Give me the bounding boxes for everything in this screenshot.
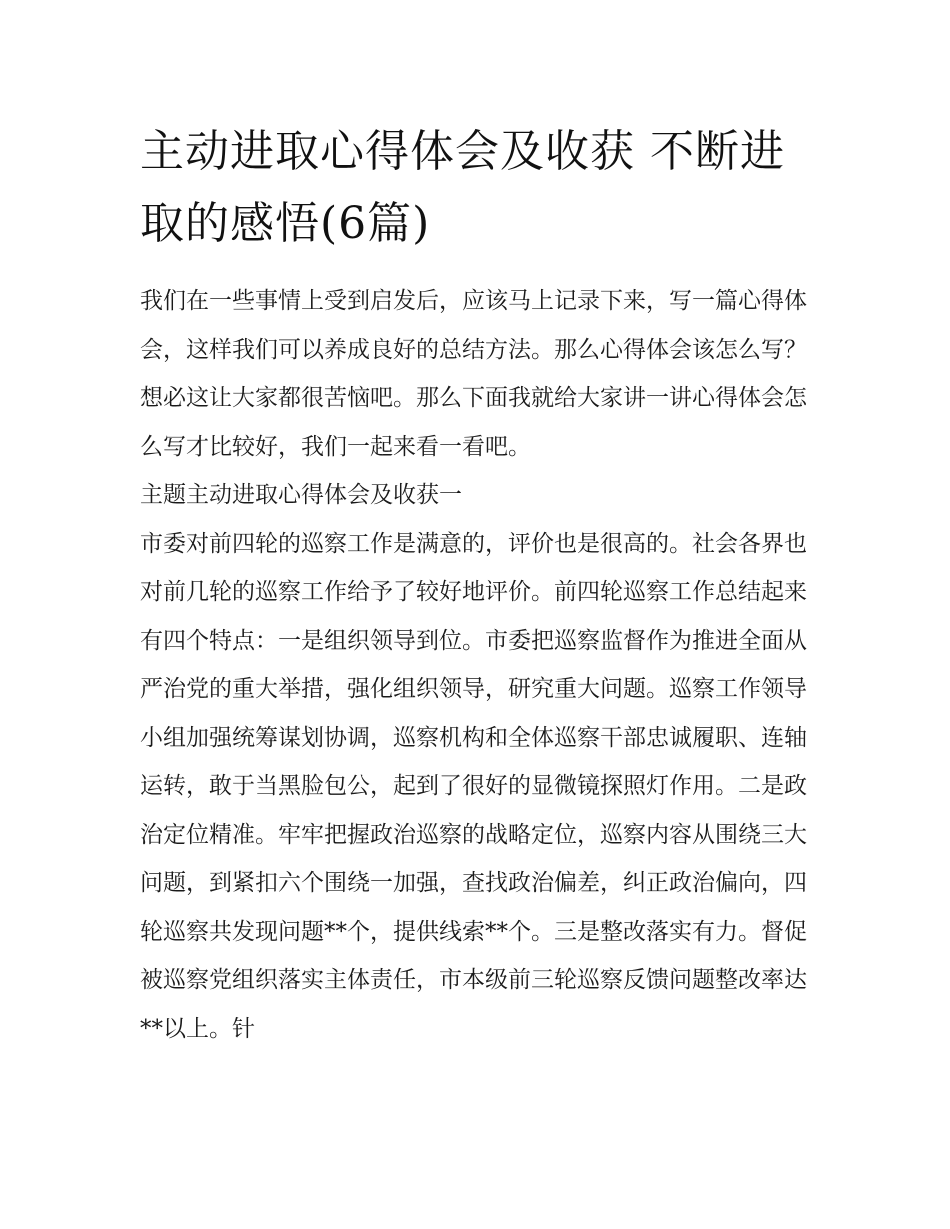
document-body: [140, 277, 820, 1053]
document-title: 主动进取心得体会及收获 不断进取的感悟(6篇): [140, 126, 785, 249]
intro-paragraph: 我们在一些事情上受到启发后，应该马上记录下来，写一篇心得体会，这样我们可以养成良好的总结方法。那么心得体会该怎么写？想必这让大家都很苦恼吧。那么下面我就给大家讲一讲心得体会怎么写才比较好，我们一起来看一看吧。: [140, 288, 807, 460]
section-heading: 主题主动进取心得体会及收获一: [140, 482, 462, 508]
section-paragraph: 市委对前四轮的巡察工作是满意的，评价也是很高的。社会各界也对前几轮的巡察工作给予了较好地评价。前四轮巡察工作总结起来有四个特点：一是组织领导到位。市委把巡察监督作为推进全面从严治党的重大举措，强化组织领导，研究重大问题。巡察工作领导小组加强统筹谋划协调，巡察机构和全体巡察干部忠诚履职、连轴运转，敢于当黑脸包公，起到了很好的显微镜探照灯作用。二是政治定位精准。牢牢把握政治巡察的战略定位，巡察内容从围绕三大问题，到紧扣六个围绕一加强，查找政治偏差，纠正政治偏向，四轮巡察共发现问题**个，提供线索**个。三是整改落实有力。督促被巡察党组织落实主体责任，市本级前三轮巡察反馈问题整改率达**以上。针: [140, 530, 807, 1042]
